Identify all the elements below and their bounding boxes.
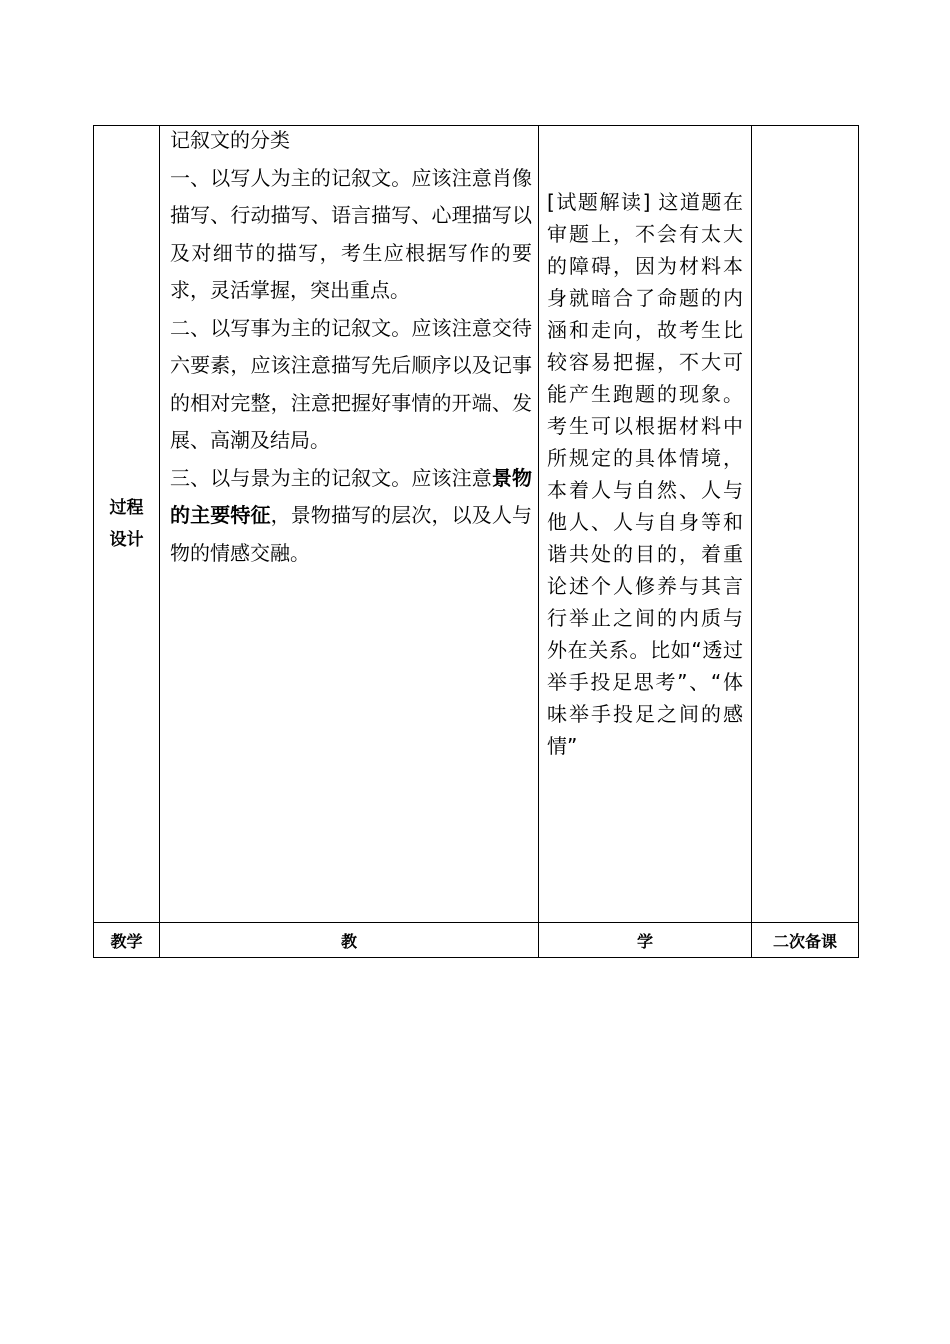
footer-col-4: 二次备课 xyxy=(752,923,859,958)
teaching-content xyxy=(170,122,532,572)
teaching-para-2: 二、以写事为主的记叙文。应该注意交待六要素，应该注意描写先后顺序以及记事的相对完整，注意把握好事情的开端、发展、高潮及结局。 xyxy=(170,315,532,452)
para-3-suffix: ，景物描写的层次，以及人与物的情感交融。 xyxy=(170,503,533,565)
header-row xyxy=(94,923,859,958)
lesson-plan-table xyxy=(93,125,859,958)
teaching-para-1: 一、以写人为主的记叙文。应该注意肖像描写、行动描写、语言描写、心理描写以及对细节的描写，考生应根据写作的要求，灵活掌握，突出重点。 xyxy=(170,165,532,302)
para-3-prefix: 三、以与景为主的记叙文。应该注意 xyxy=(170,465,492,490)
footer-col-2: 教 xyxy=(160,923,539,958)
study-content: [试题解读] 这道题在审题上，不会有太大的障碍，因为材料本身就暗合了命题的内涵和走向，故考生比较容易把握，不大可能产生跑题的现象。考生可以根据材料中所规定的具体情境，本着人与自然、人与他人、人与自身等和谐共处的目的，着重论述个人修养与其言行举止之间的内质与外在关系。比如“透过举手投足思考”、“体味举手投足之间的感情” xyxy=(547,190,743,758)
para-3-bold: 景物的主要特征 xyxy=(170,465,533,527)
process-design-row xyxy=(94,126,859,923)
footer-col-1: 教学 xyxy=(94,923,160,958)
label-line-1: 过程 xyxy=(109,498,144,518)
teaching-title: 记叙文的分类 xyxy=(170,128,290,152)
teaching-para-3 xyxy=(170,460,532,573)
process-design-label xyxy=(94,126,160,923)
teaching-content-cell xyxy=(160,126,539,923)
second-prep-cell xyxy=(752,126,859,923)
label-line-2: 设计 xyxy=(109,530,144,550)
footer-col-3: 学 xyxy=(539,923,752,958)
study-content-cell xyxy=(539,126,752,923)
